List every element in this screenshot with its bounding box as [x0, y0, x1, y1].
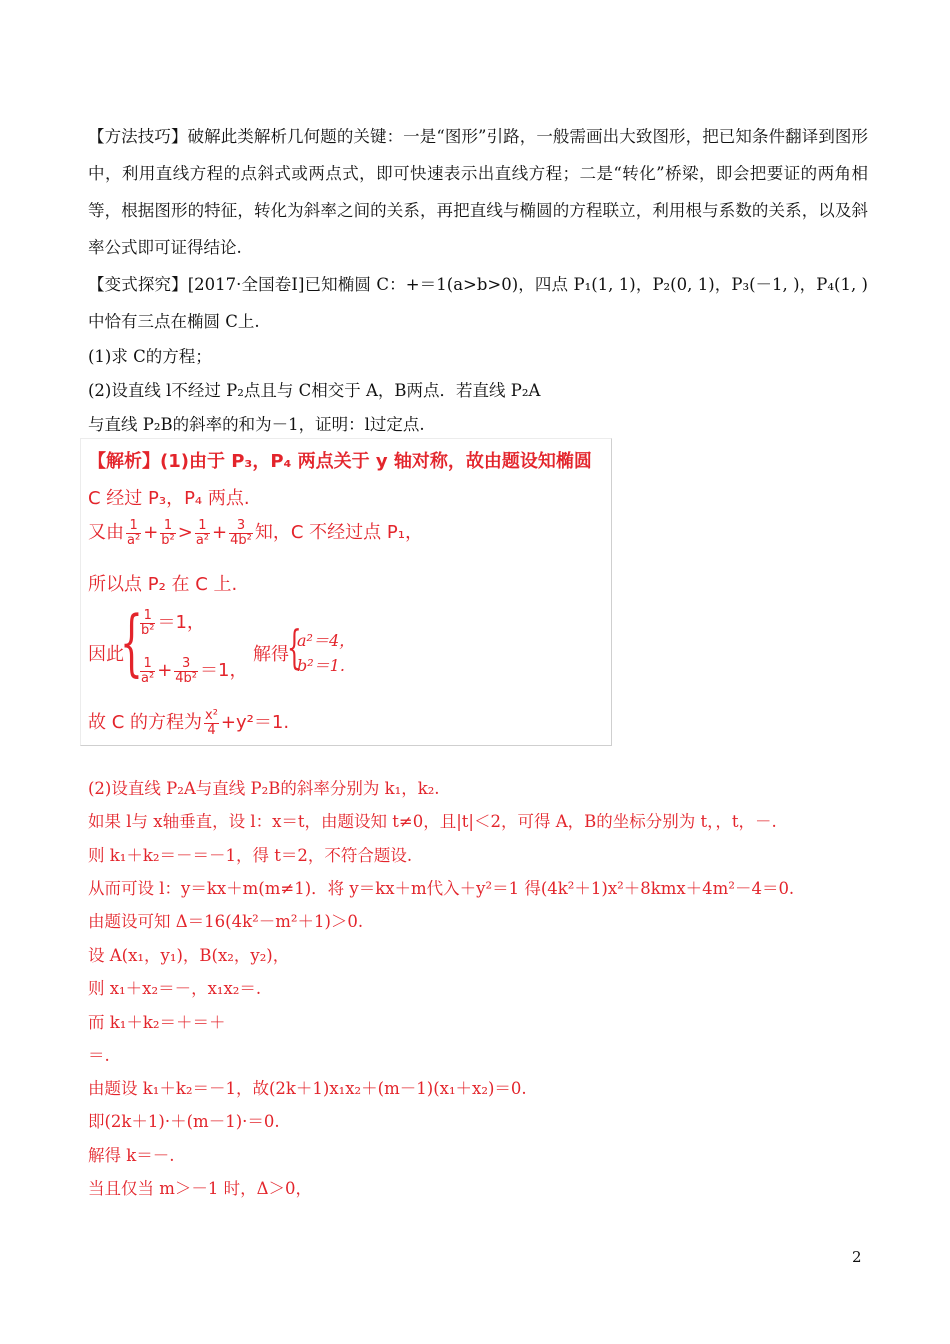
fraction-1-over-a2 [140, 657, 155, 686]
left-brace-icon: { [120, 600, 143, 684]
fraction-denominator: 4b² [175, 670, 198, 686]
fraction-numerator: x² [205, 707, 218, 723]
fraction-x2-over-4 [204, 709, 219, 738]
result-prefix: 故 C 的方程为 [88, 712, 203, 733]
question-part-1: (1)求 C的方程； [88, 347, 212, 366]
fraction-1-over-b2 [160, 519, 175, 548]
solution-line-4: 所以点 P₂ 在 C 上. [88, 574, 238, 595]
solution-line-3-prefix: 又由 [88, 522, 124, 543]
fraction-numerator: 3 [174, 657, 198, 672]
fraction-numerator: 3 [229, 519, 253, 534]
fraction-denominator: 4 [207, 722, 216, 738]
solve-label: 解得 [253, 644, 289, 665]
proof-line: 由题设 k₁＋k₂＝－1，故(2k＋1)x₁x₂＋(m－1)(x₁＋x₂)＝0. [88, 1079, 527, 1098]
left-brace-icon: { [287, 620, 302, 674]
solution-line-3 [88, 518, 423, 548]
proof-line: 当且仅当 m＞－1 时，Δ＞0， [88, 1179, 313, 1198]
plus-sign: + [143, 522, 159, 543]
fraction-3-over-4b2 [229, 519, 253, 548]
fraction-numerator: 1 [195, 519, 210, 534]
method-tips-paragraph: 【方法技巧】破解此类解析几何题的关键：一是“图形”引路，一般需画出大致图形，把已知条件翻译到图形中，利用直线方程的点斜式或两点式，即可快速表示出直线方程；二是“转化”桥梁，即会把要证的两角相等，根据图形的特征，转化为斜率之间的关系，再把直线与椭圆的方程联立，利用根与系数的关系，以及斜率公式即可证得结论. [88, 127, 868, 257]
fraction-denominator: a² [195, 532, 210, 548]
fraction-1-over-b2 [140, 609, 155, 638]
fraction-denominator: b² [141, 622, 155, 638]
system-row-1-suffix: ＝1， [157, 612, 205, 633]
fraction-numerator: 1 [140, 657, 155, 672]
question-part-2-line-2: 与直线 P₂B的斜率的和为－1，证明：l过定点. [88, 415, 425, 434]
proof-line: 由题设可知 Δ＝16(4k²－m²＋1)＞0. [88, 912, 364, 931]
solution-line-3-suffix: 知，C 不经过点 P₁， [254, 522, 423, 543]
fraction-denominator: a² [141, 670, 155, 686]
solve-row-1: a²＝4， [297, 631, 356, 650]
solve-row-2: b²＝1. [297, 656, 345, 675]
proof-line: (2)设直线 P₂A与直线 P₂B的斜率分别为 k₁，k₂. [88, 779, 440, 798]
proof-line: 设 A(x₁，y₁)，B(x₂，y₂)， [88, 946, 290, 965]
fraction-1-over-a2-b [195, 519, 210, 548]
plus-sign: + [212, 522, 228, 543]
variant-question-paragraph: 【变式探究】[2017·全国卷Ⅰ]已知椭圆 C：+＝1(a>b>0)，四点 P₁(1, 1)，P₂(0, 1)，P₃(－1, )，P₄(1, )中恰有三点在椭圆 C上. [88, 275, 868, 331]
system-row-1 [138, 608, 205, 638]
fraction-denominator: b² [161, 532, 175, 548]
proof-line: 则 x₁＋x₂＝－，x₁x₂＝. [88, 979, 262, 998]
system-row-2-suffix: ＝1， [200, 660, 248, 681]
solution-line-2: C 经过 P₃，P₄ 两点. [88, 488, 250, 509]
question-part-2-line-1: (2)设直线 l不经过 P₂点且与 C相交于 A，B两点．若直线 P₂A [88, 381, 541, 400]
proof-line: 解得 k＝－. [88, 1146, 175, 1165]
fraction-1-over-a2 [126, 519, 141, 548]
greater-than-sign: > [177, 522, 193, 543]
result-suffix: +y²＝1. [220, 712, 290, 733]
solution-line-1: 【解析】(1)由于 P₃，P₄ 两点关于 y 轴对称，故由题设知椭圆 [88, 451, 592, 472]
fraction-3-over-4b2 [174, 657, 198, 686]
proof-line: ＝. [88, 1046, 110, 1065]
proof-line: 而 k₁＋k₂＝＋＝＋ [88, 1013, 226, 1032]
proof-line: 则 k₁＋k₂＝－＝－1，得 t＝2，不符合题设. [88, 846, 413, 865]
proof-line: 从而可设 l：y＝kx＋m(m≠1)．将 y＝kx＋m代入＋y²＝1 得(4k²＋1)x²＋8kmx＋4m²－4＝0. [88, 879, 795, 898]
page-number: 2 [852, 1248, 862, 1266]
fraction-numerator: 1 [126, 519, 141, 534]
fraction-denominator: 4b² [230, 532, 252, 548]
system-row-2 [138, 656, 247, 686]
proof-line: 如果 l与 x轴垂直，设 l：x＝t，由题设知 t≠0，且|t|＜2，可得 A，B的坐标分别为 t，，t，－. [88, 812, 777, 831]
fraction-denominator: a² [127, 532, 141, 548]
plus-sign: + [157, 660, 173, 681]
fraction-numerator: 1 [160, 519, 175, 534]
proof-line: 即(2k＋1)·＋(m－1)·＝0. [88, 1112, 280, 1131]
system-label: 因此 [88, 644, 124, 665]
solution-result-line [88, 708, 289, 738]
fraction-numerator: 1 [140, 609, 155, 624]
